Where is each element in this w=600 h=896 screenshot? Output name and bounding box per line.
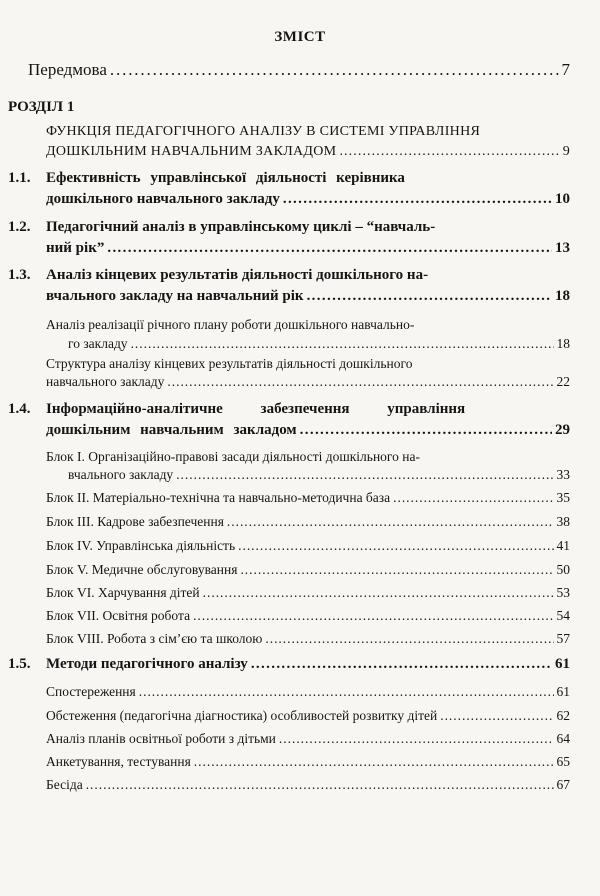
leader-dots xyxy=(107,240,552,257)
toc-block xyxy=(46,631,570,647)
page-number: 38 xyxy=(556,514,570,529)
toc-entry-1-2 xyxy=(46,240,570,257)
toc-entry-section xyxy=(46,144,570,160)
leader-dots xyxy=(307,288,552,305)
page-number: 29 xyxy=(555,422,570,438)
leader-dots xyxy=(139,684,554,700)
page-number: 18 xyxy=(555,288,570,304)
entry-label: Анкетування, тестування xyxy=(46,754,191,769)
leader-dots xyxy=(251,656,552,673)
toc-subentry xyxy=(68,336,570,352)
entry-number: 1.5. xyxy=(8,656,31,672)
page-number: 54 xyxy=(556,608,570,623)
entry-number: 1.4. xyxy=(8,401,31,417)
entry-label: Блок IV. Управлінська діяльність xyxy=(46,538,236,553)
page-number: 33 xyxy=(556,467,570,482)
leader-dots xyxy=(238,538,553,554)
entry-label: Блок II. Матеріально-технічна та навчально-методична база xyxy=(46,490,391,505)
page-number: 9 xyxy=(562,144,570,159)
page-number: 35 xyxy=(556,490,570,505)
toc-method xyxy=(46,754,570,770)
entry-label: вчального закладу на навчальний рік xyxy=(46,288,304,304)
toc-entry-1-3-line1: Аналіз кінцевих результатів діяльності дошкільного на- xyxy=(46,267,429,283)
toc-block xyxy=(46,490,570,506)
entry-label: Блок III. Кадрове забезпечення xyxy=(46,514,224,529)
page-number: 10 xyxy=(555,191,570,207)
entry-label: Аналіз планів освітньої роботи з дітьми xyxy=(46,731,276,746)
leader-dots xyxy=(265,631,553,647)
page-title: ЗМІСТ xyxy=(274,29,326,45)
toc-subentry xyxy=(46,374,570,390)
entry-label: навчального закладу xyxy=(46,374,165,389)
leader-dots xyxy=(131,336,554,352)
page-number: 13 xyxy=(555,240,570,256)
leader-dots xyxy=(167,374,553,390)
toc-method xyxy=(46,731,570,747)
entry-number: 1.1. xyxy=(8,170,31,186)
entry-label: Блок VI. Харчування дітей xyxy=(46,585,200,600)
leader-dots xyxy=(110,60,559,80)
leader-dots xyxy=(227,514,554,530)
toc-entry-1-3 xyxy=(46,288,570,305)
page-number: 62 xyxy=(556,708,570,723)
toc-method xyxy=(46,777,570,793)
entry-label: Бесіда xyxy=(46,777,83,792)
toc-subentry-line1: Структура аналізу кінцевих результатів діяльності дошкільного xyxy=(46,356,413,371)
entry-label: Спостереження xyxy=(46,684,136,699)
section-label: РОЗДІЛ 1 xyxy=(8,99,75,115)
page-number: 65 xyxy=(556,754,570,769)
toc-block xyxy=(68,467,570,483)
toc-block xyxy=(46,514,570,530)
leader-dots xyxy=(176,467,553,483)
entry-number: 1.3. xyxy=(8,267,31,283)
leader-dots xyxy=(283,191,552,208)
entry-label: вчального закладу xyxy=(68,467,174,482)
toc-entry-1-5 xyxy=(46,656,570,673)
leader-dots xyxy=(203,585,554,601)
leader-dots xyxy=(240,562,553,578)
toc-entry-1-4 xyxy=(46,422,570,439)
entry-label: дошкільним навчальним закладом xyxy=(46,422,297,438)
toc-method xyxy=(46,708,570,724)
leader-dots xyxy=(194,754,554,770)
entry-label: дошкільного навчального закладу xyxy=(46,191,280,207)
leader-dots xyxy=(86,777,554,793)
page-number: 64 xyxy=(556,731,570,746)
page-number: 41 xyxy=(556,538,570,553)
toc-entry-preface xyxy=(28,60,570,80)
page-number: 57 xyxy=(556,631,570,646)
entry-number: 1.2. xyxy=(8,219,31,235)
entry-label: Обстеження (педагогічна діагностика) особливостей розвитку дітей xyxy=(46,708,438,723)
entry-label: Методи педагогічного аналізу xyxy=(46,656,248,672)
section-heading-line1: ФУНКЦІЯ ПЕДАГОГІЧНОГО АНАЛІЗУ В СИСТЕМІ УПРАВЛІННЯ xyxy=(46,124,481,139)
entry-label: Передмова xyxy=(28,60,107,79)
entry-label: ний рік” xyxy=(46,240,105,256)
page-number: 50 xyxy=(556,562,570,577)
page-number: 18 xyxy=(556,336,570,351)
toc-entry-1-2-line1: Педагогічний аналіз в управлінському циклі – “навчаль- xyxy=(46,219,436,235)
entry-label: ДОШКІЛЬНИМ НАВЧАЛЬНИМ ЗАКЛАДОМ xyxy=(46,144,337,159)
toc-method xyxy=(46,684,570,700)
page-number: 7 xyxy=(561,60,570,79)
page-number: 53 xyxy=(556,585,570,600)
toc-entry-1-1-line1: Ефективність управлінської діяльності керівника xyxy=(46,170,405,186)
toc-entry-1-1 xyxy=(46,191,570,208)
toc-subentry-line1: Аналіз реалізації річного плану роботи дошкільного навчально- xyxy=(46,317,415,332)
toc-block-line1: Блок I. Організаційно-правові засади діяльності дошкільного на- xyxy=(46,449,420,464)
page-number: 61 xyxy=(555,656,570,672)
toc-block xyxy=(46,608,570,624)
leader-dots xyxy=(339,144,559,160)
page-number: 22 xyxy=(556,374,570,389)
page-number: 67 xyxy=(556,777,570,792)
toc-block xyxy=(46,538,570,554)
leader-dots xyxy=(393,490,553,506)
toc-entry-1-4-line1: Інформаційно-аналітичне забезпечення управління xyxy=(46,401,466,417)
page-number: 61 xyxy=(556,684,570,699)
leader-dots xyxy=(440,708,553,724)
entry-label: Блок VII. Освітня робота xyxy=(46,608,191,623)
leader-dots xyxy=(300,422,552,439)
leader-dots xyxy=(193,608,553,624)
entry-label: Блок VIII. Робота з сім’єю та школою xyxy=(46,631,263,646)
entry-label: го закладу xyxy=(68,336,128,351)
toc-block xyxy=(46,562,570,578)
leader-dots xyxy=(279,731,554,747)
entry-label: Блок V. Медичне обслуговування xyxy=(46,562,238,577)
toc-block xyxy=(46,585,570,601)
